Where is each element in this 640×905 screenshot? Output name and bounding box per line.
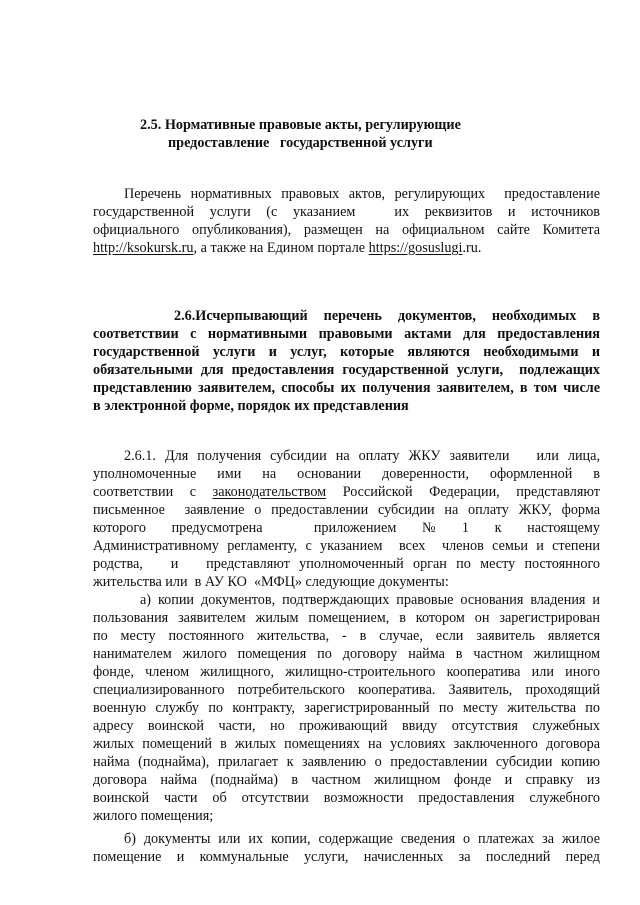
paragraph-line: родства, и представляют уполномоченный орган по месту постоянного	[93, 556, 600, 572]
list-item-line: б) документы или их копии, содержащие сведения о платежах за жилое	[124, 831, 600, 847]
list-item-line: фонде, членом жилищного, жилищно-строительного кооператива или иного	[93, 664, 600, 680]
paragraph-text: .ru.	[462, 240, 482, 256]
section-2-5-heading-line-1: 2.5. Нормативные правовые акты, регулирующие	[140, 117, 461, 133]
paragraph-line: жительства или в АУ КО «МФЦ» следующие документы:	[93, 574, 449, 590]
list-item-line: помещение и коммунальные услуги, начисленных за последний перед	[93, 849, 600, 865]
paragraph-line: 2.6.1. Для получения субсидии на оплату ЖКУ заявители или лица,	[124, 448, 600, 464]
section-2-6-heading-line: представлению заявителем, способы их получения заявителем, в том числе	[93, 380, 600, 396]
paragraph-text: соответствии с	[93, 484, 213, 500]
list-item-line: адресу воинской части, но проживающий ввиду отсутствия служебных	[93, 718, 600, 734]
gosuslugi-link[interactable]: https://gosuslugi	[368, 240, 463, 256]
list-item-line: нанимателем жилого помещения по договору найма в частном жилищном	[93, 646, 600, 662]
list-item-line: договора найма (поднайма) в частном жилищном фонде и справку из	[93, 772, 600, 788]
paragraph-line: официального опубликования), размещен на официальном сайте Комитета	[93, 222, 600, 238]
paragraph-line: которого предусмотрена приложением № 1 к настоящему	[93, 520, 600, 536]
list-item-line: найма (поднайма), прилагает к заявлению о предоставлении субсидии копию	[93, 754, 600, 770]
list-item-line: по месту постоянного жительства, - в случае, если заявитель является	[93, 628, 600, 644]
section-2-6-heading-line: соответствии с нормативными правовыми актами для предоставления	[93, 326, 600, 342]
paragraph-line	[93, 239, 481, 257]
committee-site-link[interactable]: http://ksokursk.ru	[93, 240, 194, 256]
list-item-line: воинской части об отсутствии возможности предоставления служебного	[93, 790, 600, 806]
paragraph-line: государственной услуги (с указанием их реквизитов и источников	[93, 204, 600, 220]
paragraph-line: письменное заявление о предоставлении субсидии на оплату ЖКУ, форма	[93, 502, 600, 518]
list-item-line: жилых помещений в жилых помещениях на условиях заключенного договора	[93, 736, 600, 752]
list-item-line: военную службу по контракту, зарегистрированный по месту жительства по	[93, 700, 600, 716]
legislation-link[interactable]: законодательством	[212, 484, 327, 500]
section-2-6-heading-line: 2.6.Исчерпывающий перечень документов, необходимых в	[174, 308, 600, 324]
section-2-6-heading-line: в электронной форме, порядок их представления	[93, 398, 409, 414]
list-item-line: а) копии документов, подтверждающих правовые основания владения и	[140, 592, 600, 608]
paragraph-line: Перечень нормативных правовых актов, регулирующих предоставление	[124, 186, 600, 202]
section-2-6-heading-line: государственной услуги и услуг, которые являются необходимыми и	[93, 344, 600, 360]
section-2-5-heading-line-2: предоставление государственной услуги	[168, 135, 433, 151]
list-item-line: специализированного потребительского кооператива. Заявитель, проходящий	[93, 682, 600, 698]
list-item-line: пользования заявителем жилым помещением, в котором он зарегистрирован	[93, 610, 600, 626]
section-2-6-heading-line: обязательными для предоставления государственной услуги, подлежащих	[93, 362, 600, 378]
paragraph-text: , а также на Едином портале	[193, 240, 369, 256]
paragraph-text: Российской Федерации, представляют	[326, 484, 600, 500]
paragraph-line	[93, 483, 600, 501]
list-item-line: жилого помещения;	[93, 808, 214, 824]
paragraph-line: Административному регламенту, с указанием всех членов семьи и степени	[93, 538, 600, 554]
paragraph-line: уполномоченные ими на основании доверенности, оформленной в	[93, 466, 600, 482]
